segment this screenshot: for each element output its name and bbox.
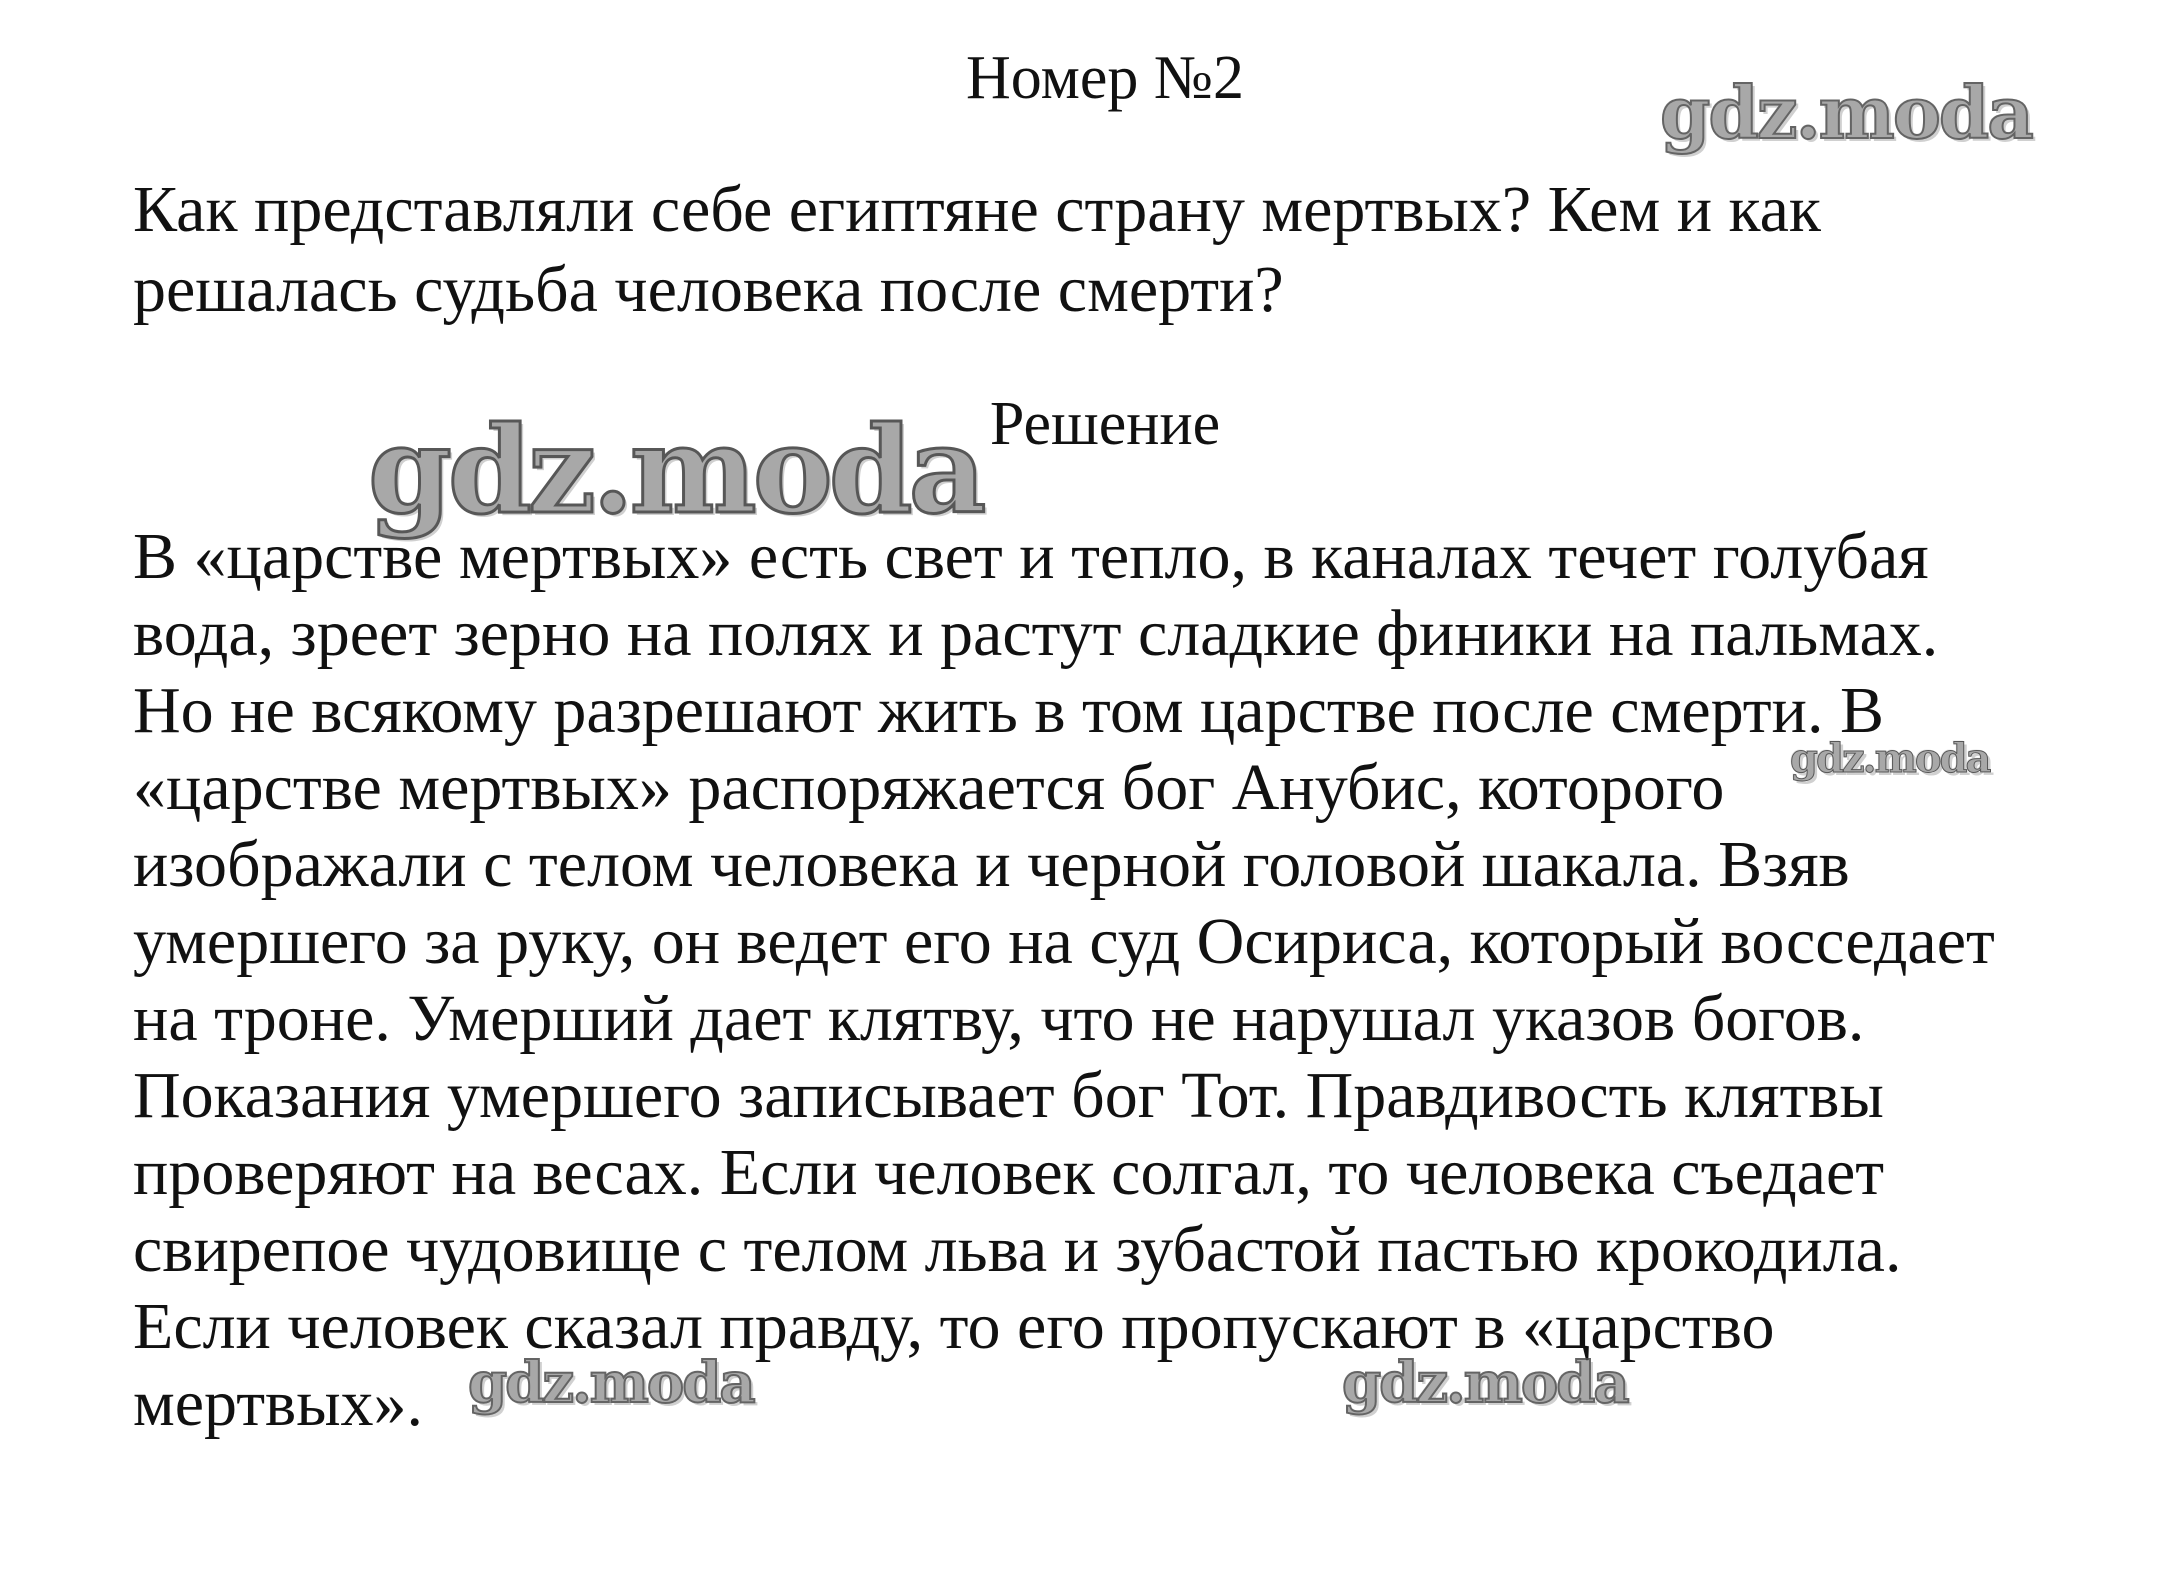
- question-line: решалась судьба человека после смерти?: [133, 253, 1284, 326]
- question-line: Как представляли себе египтяне страну мертвых? Кем и как: [133, 173, 1821, 246]
- watermark: gdz.moda: [1790, 735, 1990, 782]
- page-title: Номер №2: [965, 44, 1244, 112]
- answer-text: [133, 518, 2093, 1442]
- answer-line: В «царстве мертвых» есть свет и тепло, в каналах течет голубая: [133, 520, 1929, 593]
- answer-line: на троне. Умерший дает клятву, что не нарушал указов богов.: [133, 982, 1865, 1055]
- watermark: gdz.moda: [1660, 70, 2032, 155]
- answer-line: Если человек сказал правду, то его пропускают в «царство: [133, 1290, 1775, 1363]
- question-text: [133, 170, 2113, 330]
- answer-line: «царстве мертвых» распоряжается бог Анубис, которого: [133, 751, 1725, 824]
- answer-line: Но не всякому разрешают жить в том царстве после смерти. В: [133, 674, 1884, 747]
- answer-line: проверяют на весах. Если человек солгал, то человека съедает: [133, 1136, 1885, 1209]
- solution-heading: Решение: [989, 390, 1221, 458]
- answer-line: свирепое чудовище с телом льва и зубастой пастью крокодила.: [133, 1213, 1902, 1286]
- watermark: gdz.moda: [468, 1350, 754, 1416]
- answer-line: Показания умершего записывает бог Тот. Правдивость клятвы: [133, 1059, 1884, 1132]
- answer-line: умершего за руку, он ведет его на суд Осириса, который восседает: [133, 905, 1995, 978]
- answer-line: изображали с телом человека и черной головой шакала. Взяв: [133, 828, 1850, 901]
- answer-line: мертвых».: [133, 1367, 424, 1440]
- watermark: gdz.moda: [1342, 1350, 1628, 1416]
- watermark: gdz.moda: [368, 400, 983, 541]
- answer-line: вода, зреет зерно на полях и растут сладкие финики на пальмах.: [133, 597, 1939, 670]
